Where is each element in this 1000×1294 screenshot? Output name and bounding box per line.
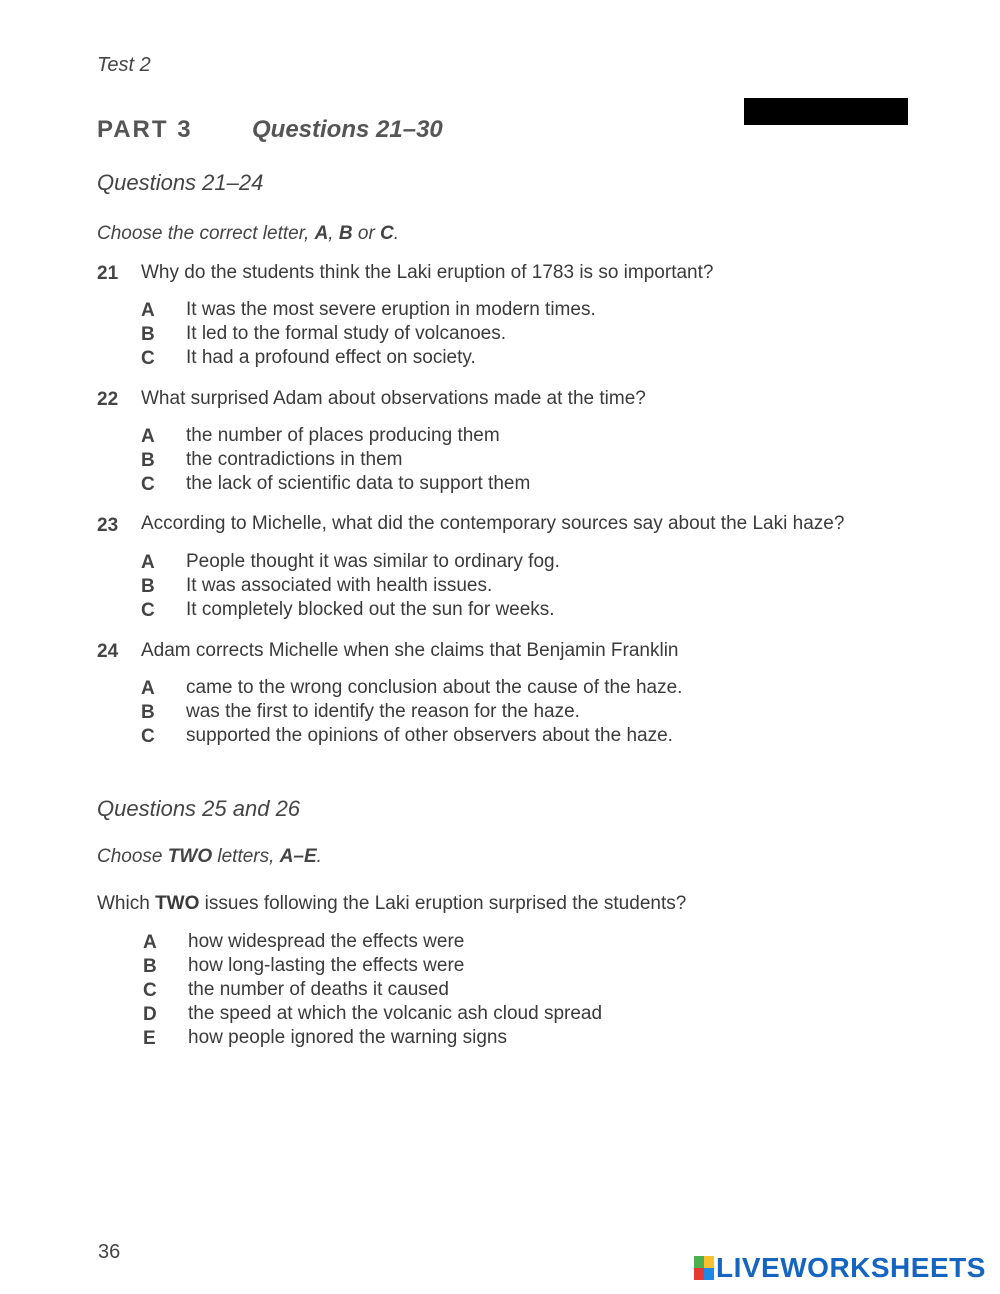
option-text: the number of deaths it caused — [188, 979, 449, 1000]
option-letter: A — [141, 678, 155, 699]
option-text: supported the opinions of other observers about the haze. — [186, 725, 673, 746]
option-letter: B — [143, 956, 157, 977]
option-text: It was the most severe eruption in modern times. — [186, 299, 596, 320]
option-letter: A — [141, 300, 155, 321]
question-text: According to Michelle, what did the contemporary sources say about the Laki haze? — [141, 513, 845, 534]
question-number: 21 — [97, 263, 119, 284]
question-number: 23 — [97, 515, 119, 536]
page-number: 36 — [98, 1241, 121, 1263]
option-text: the number of places producing them — [186, 425, 500, 446]
option-text: People thought it was similar to ordinary fog. — [186, 551, 560, 572]
option-letter: C — [141, 474, 155, 495]
option-letter: A — [141, 552, 155, 573]
option-letter: C — [141, 600, 155, 621]
option-text: the lack of scientific data to support them — [186, 473, 531, 494]
option-text: the contradictions in them — [186, 449, 403, 470]
option-letter: C — [141, 348, 155, 369]
part-questions-range: Questions 21–30 — [252, 116, 443, 143]
question-number: 24 — [97, 641, 119, 662]
question-text: Why do the students think the Laki eruption of 1783 is so important? — [141, 262, 714, 283]
brand-name: LIVEWORKSHEETS — [716, 1252, 986, 1283]
option-letter: A — [141, 426, 155, 447]
section-heading-21-24: Questions 21–24 — [97, 170, 264, 195]
option-text: how long-lasting the effects were — [188, 955, 465, 976]
question-text: What surprised Adam about observations made at the time? — [141, 388, 646, 409]
option-text: was the first to identify the reason for the haze. — [186, 701, 580, 722]
option-text: It was associated with health issues. — [186, 575, 493, 596]
section-heading-25-26: Questions 25 and 26 — [97, 796, 301, 821]
option-letter: C — [143, 980, 157, 1001]
option-letter: E — [143, 1028, 156, 1049]
question-number: 22 — [97, 389, 119, 410]
option-letter: D — [143, 1004, 157, 1025]
option-letter: A — [143, 932, 157, 953]
part-title: PART 3 — [97, 116, 193, 143]
section-instruction-21-24: Choose the correct letter, A, B or C. — [97, 223, 400, 244]
option-text: came to the wrong conclusion about the cause of the haze. — [186, 677, 683, 698]
option-text: the speed at which the volcanic ash cloud spread — [188, 1003, 603, 1024]
liveworksheets-logo[interactable] — [694, 1253, 986, 1283]
option-letter: B — [141, 450, 155, 471]
option-text: how widespread the effects were — [188, 931, 465, 952]
redaction-bar — [744, 98, 908, 125]
section-instruction-25-26: Choose TWO letters, A–E. — [97, 846, 322, 867]
question-text: Adam corrects Michelle when she claims that Benjamin Franklin — [141, 640, 679, 661]
option-text: It completely blocked out the sun for weeks. — [186, 599, 555, 620]
option-letter: B — [141, 576, 155, 597]
option-text: how people ignored the warning signs — [188, 1027, 507, 1048]
test-label: Test 2 — [97, 54, 151, 76]
question-text-25-26: Which TWO issues following the Laki eruption surprised the students? — [97, 893, 687, 914]
liveworksheets-logo-icon — [694, 1256, 714, 1280]
option-text: It had a profound effect on society. — [186, 347, 476, 368]
option-text: It led to the formal study of volcanoes. — [186, 323, 507, 344]
option-letter: C — [141, 726, 155, 747]
option-letter: B — [141, 324, 155, 345]
option-letter: B — [141, 702, 155, 723]
